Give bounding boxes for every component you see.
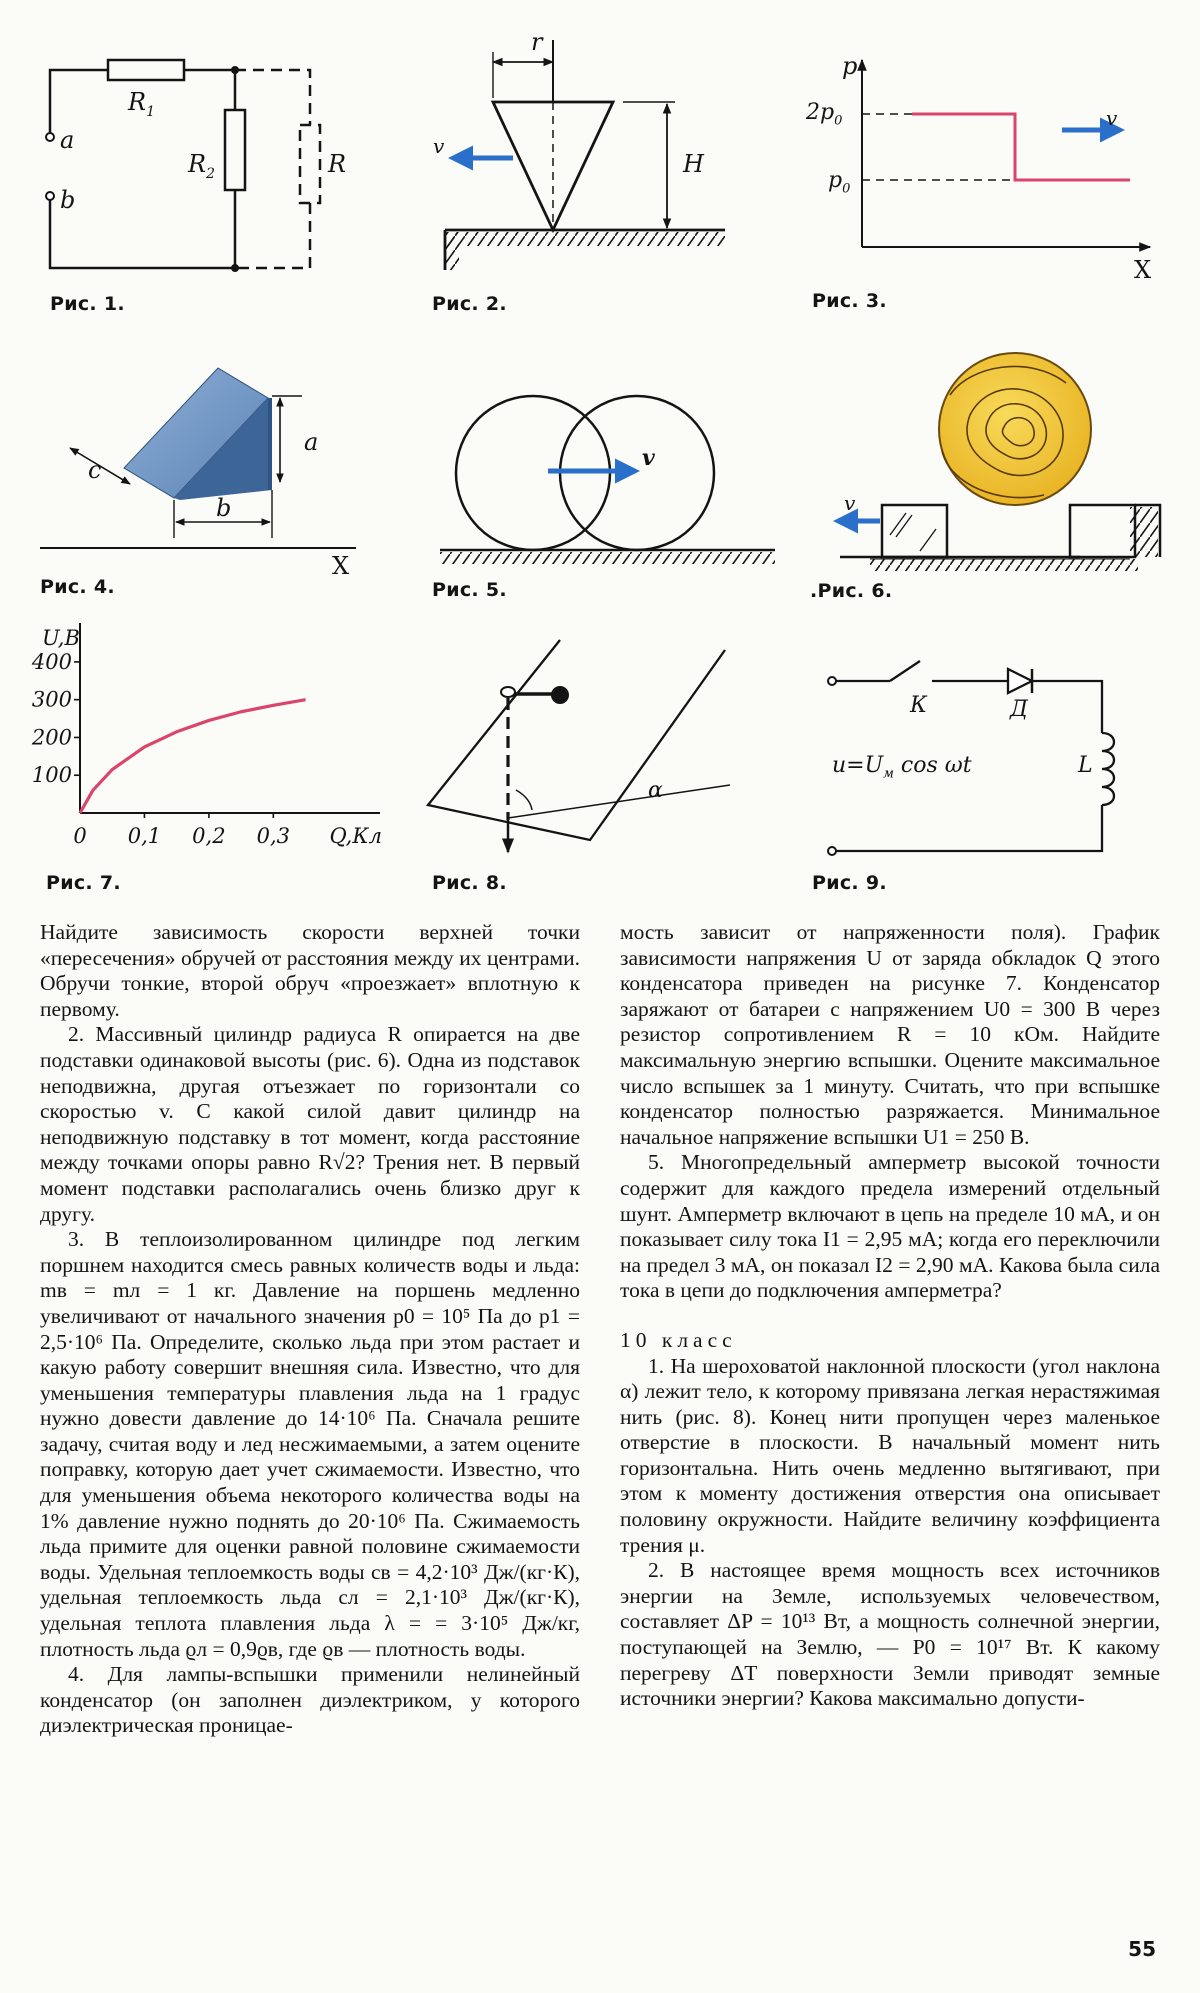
edge-a-label: a bbox=[304, 428, 319, 456]
radius-r-label: r bbox=[531, 28, 543, 56]
x-tick-label: 0,2 bbox=[192, 824, 226, 848]
switch-k-label: К bbox=[910, 693, 928, 718]
figure-2-cone bbox=[425, 28, 735, 280]
y-tick-label: 200 bbox=[31, 725, 72, 750]
figure-5-caption: Рис. 5. bbox=[432, 579, 507, 601]
x-axis-label: Q,Кл bbox=[329, 824, 382, 848]
figure-9-caption: Рис. 9. bbox=[812, 872, 887, 894]
x-tick-label: 0 bbox=[73, 824, 87, 848]
problem-9-3: 3. В теплоизолированном цилиндре под легким поршнем находится смесь равных количеств воды и льда: mв = mл = 1 кг. Давление на поршень медленно увеличивают от начального значения p0 = 10⁵ Па до p1 = 2,5·10⁶ Па. Определите, сколько льда при этом растает и какую работу совершит внешняя сила. Известно, что для уменьшения температуры плавления льда на 1 градус нужно довести давление до 14·10⁶ Па. Сначала решите задачу, считая воду и лед несжимаемыми, а затем оцените поправку, которую дает учет сжимаемости. Известно, что для уменьшения объема некоторого количества воды на 1% давление нужно поднять до 20·10⁶ Па. Сжимаемость льда примите для оценки равной половине сжимаемости воды. Удельная теплоемкость воды cв = 4,2·10³ Дж/(кг·К), удельная теплоемкость льда cл = 2,1·10³ Дж/(кг·К), удельная теплота плавления льда λ = = 3·10⁵ Дж/кг, плотность льда ϱл = 0,9ϱв, где ϱв — плотность воды. bbox=[40, 1227, 580, 1661]
voltage-equation: $u=U_м$ cos ωt bbox=[832, 753, 972, 782]
figure-2-caption: Рис. 2. bbox=[432, 293, 507, 315]
axis-p-label: p bbox=[842, 52, 858, 80]
figure-6-cylinder bbox=[830, 355, 1170, 575]
figure-6-caption: .Рис. 6. bbox=[810, 580, 893, 602]
velocity-v-label: v bbox=[642, 445, 655, 471]
velocity-v-label: v bbox=[1106, 106, 1118, 130]
inductor-l-label: L bbox=[1078, 753, 1093, 778]
axis-x-label: X bbox=[332, 552, 350, 580]
y-tick-label: 400 bbox=[31, 649, 72, 674]
resistor-r-label: R bbox=[328, 150, 347, 178]
diode-d-label: Д bbox=[1010, 697, 1028, 722]
terminal-a-label: a bbox=[60, 126, 75, 154]
dashed-branch bbox=[235, 70, 320, 268]
terminal-b-label: b bbox=[60, 186, 76, 214]
level-p0-label: $p_0$ bbox=[828, 168, 851, 197]
figure-4-caption: Рис. 4. bbox=[40, 576, 115, 598]
left-text-column bbox=[40, 920, 580, 1739]
velocity-v-label: v bbox=[844, 491, 856, 515]
resistor-r2-label: $R_2$ bbox=[188, 150, 215, 182]
angle-alpha-label: α bbox=[648, 778, 663, 803]
figure-4-prism bbox=[40, 350, 370, 580]
axis-x-label: X bbox=[1134, 256, 1152, 284]
height-h-label: H bbox=[683, 150, 704, 178]
problem-9-2: 2. Массивный цилиндр радиуса R опирается на две подставки одинаковой высоты (рис. 6). Одна из подставок неподвижна, другая отъезжает по горизонтали со скоростью v. С какой силой давит цилиндр на неподвижную подставку в тот момент, когда расстояние между точками опоры равно R√2? Трения нет. В первый момент подставки располагались очень близко друг к другу. bbox=[40, 1022, 580, 1226]
level-2p0-label: $2p_0$ bbox=[806, 100, 843, 129]
y-tick-label: 300 bbox=[31, 687, 72, 712]
figure-8-incline bbox=[420, 640, 740, 860]
velocity-v-label: v bbox=[433, 134, 445, 158]
paragraph-hoops-continuation: Найдите зависимость скорости верхней точки «пересечения» обручей от расстояния между их центрами. Обручи тонкие, второй обруч «проезжает» вплотную к первому. bbox=[40, 920, 580, 1021]
y-axis-label: U,В bbox=[42, 626, 80, 650]
grade-10-heading: 10 класс bbox=[620, 1327, 737, 1352]
figure-7-chart bbox=[31, 625, 400, 865]
problem-9-4: 4. Для лампы-вспышки применили нелинейный конденсатор (он заполнен диэлектриком, у которого диэлектрическая проницае- bbox=[40, 1662, 580, 1738]
y-tick-label: 100 bbox=[31, 763, 72, 788]
problem-9-5: 5. Многопредельный амперметр высокой точности содержит для каждого предела измерений отдельный шунт. Амперметр включают в цепь на пределе 10 мА, и он показывает силу тока I1 = 2,95 мА; когда его переключили на предел 3 мА, он показал I2 = 2,90 мА. Какова была сила тока в цепи до подключения амперметра? bbox=[620, 1150, 1160, 1303]
figure-5-hoops bbox=[430, 400, 790, 570]
right-text-column bbox=[620, 920, 1160, 1712]
problem-10-2: 2. В настоящее время мощность всех источников энергии на Земле, используемых человечеством, составляет ΔP = 10¹³ Вт, а мощность солнечной энергии, поступающей на Землю, — P0 = 10¹⁷ Вт. К какому перегреву ΔT поверхности Земли приводят земные источники энергии? Какова максимально допусти- bbox=[620, 1558, 1160, 1711]
edge-c-label: c bbox=[88, 456, 102, 484]
page-number: 55 bbox=[1128, 1937, 1156, 1961]
figure-1-circuit bbox=[40, 40, 350, 280]
x-tick-label: 0,3 bbox=[256, 824, 291, 848]
edge-b-label: b bbox=[216, 494, 232, 522]
figure-7-caption: Рис. 7. bbox=[46, 872, 121, 894]
figure-8-caption: Рис. 8. bbox=[432, 872, 507, 894]
resistor-r1-label: $R_1$ bbox=[128, 88, 155, 120]
problem-9-4-continuation: мость зависит от напряженности поля). График зависимости напряжения U от заряда обкладок Q этого конденсатора приведен на рисунке 7. Конденсатор заряжают от батареи с напряжением U0 = 300 В через резистор сопротивлением R = 10 кОм. Найдите максимальную энергию вспышки. Оцените максимальное число вспышек за 1 минуту. Считать, что при вспышке конденсатор полностью разряжается. Минимальное начальное напряжение вспышки U1 = 250 В. bbox=[620, 920, 1160, 1149]
problem-10-1: 1. На шероховатой наклонной плоскости (угол наклона α) лежит тело, к которому привязана легкая нерастяжимая нить (рис. 8). Конец нити пропущен через маленькое отверстие в плоскости. В начальный момент нить горизонтальна. Нить очень медленно вытягивают, при этом к моменту достижения отверстия она описывает половину окружности. Найдите величину коэффициента трения μ. bbox=[620, 1353, 1160, 1557]
voltage-charge-chart bbox=[31, 625, 400, 865]
figure-3-caption: Рис. 3. bbox=[812, 290, 887, 312]
figure-1-caption: Рис. 1. bbox=[50, 293, 125, 315]
figure-3-pressure-graph bbox=[806, 52, 1160, 284]
x-tick-label: 0,1 bbox=[127, 824, 162, 848]
series-line-u-q bbox=[80, 700, 306, 813]
figure-9-circuit bbox=[820, 655, 1120, 865]
